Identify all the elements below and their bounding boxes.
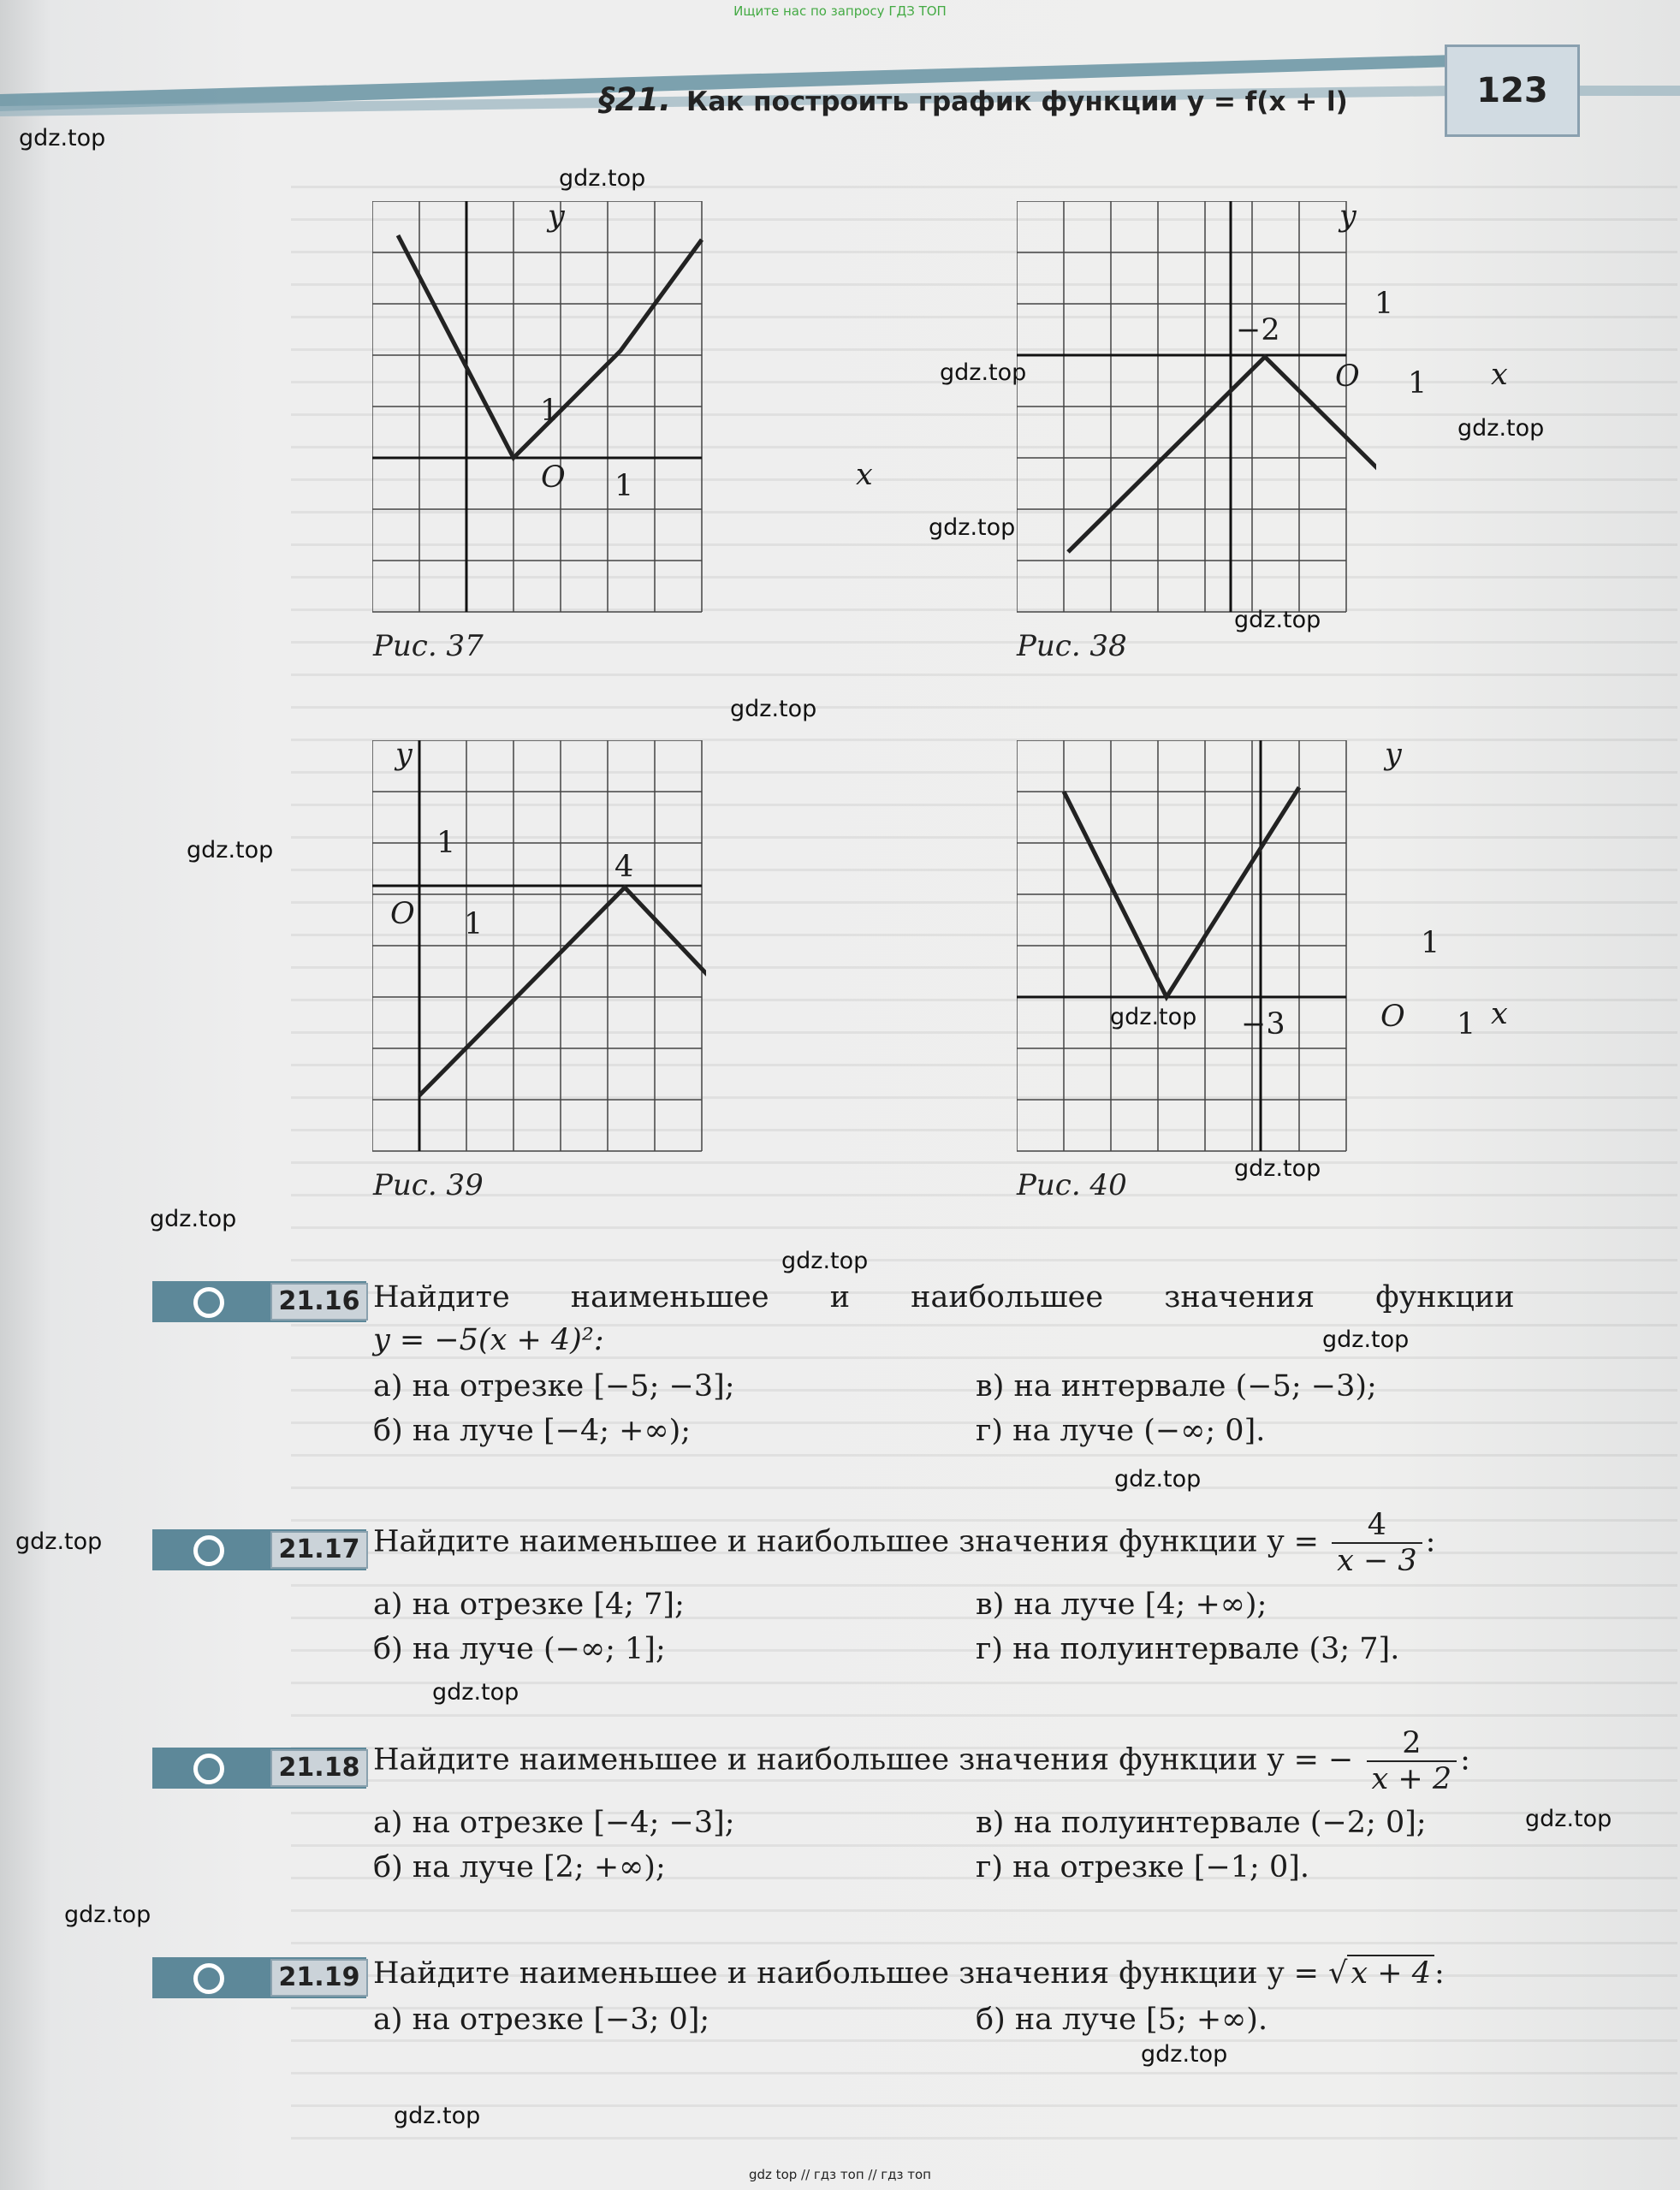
fraction-denominator: x + 2 (1371, 1762, 1452, 1796)
difficulty-circle-icon (193, 1963, 224, 1994)
watermark: gdz.top (1110, 1004, 1197, 1030)
problem-21-18-d: г) на отрезке [−1; 0]. (976, 1850, 1310, 1884)
watermark: gdz.top (1234, 1155, 1321, 1182)
figure-40-caption: Рис. 40 (1017, 1168, 1127, 1202)
fig37-y-tick-label: 1 (540, 394, 560, 428)
function-formula: y = −5(x + 4)²: (373, 1323, 604, 1357)
problem-21-16-d: г) на луче (−∞; 0]. (976, 1414, 1266, 1448)
problem-21-19-b: б) на луче [5; +∞). (976, 2003, 1268, 2037)
problem-21-16-marker (152, 1281, 366, 1322)
fig39-y-tick-label: 1 (436, 826, 456, 860)
problem-21-18-b: б) на луче [2; +∞); (373, 1850, 666, 1884)
fig38-y-label: y (1339, 199, 1356, 234)
fig38-x-label: x (1491, 358, 1508, 392)
watermark: gdz.top (1141, 2041, 1228, 2068)
fraction-denominator: x − 3 (1337, 1544, 1417, 1578)
function-fraction (1367, 1726, 1457, 1796)
fraction-numerator: 2 (1367, 1726, 1457, 1762)
fig40-y-tick-label: 1 (1421, 926, 1440, 960)
statement-tail: : (1425, 1524, 1436, 1559)
difficulty-circle-icon (193, 1287, 224, 1318)
fig39-origin-label: O (390, 897, 415, 931)
fig39-x-tick-label: 1 (464, 907, 484, 941)
watermark: gdz.top (1322, 1326, 1410, 1353)
problem-number: 21.18 (270, 1749, 368, 1787)
sqrt-radicand: x + 4 (1347, 1955, 1434, 1991)
statement-tail: : (1434, 1956, 1445, 1991)
sqrt-sign: √ (1328, 1956, 1348, 1991)
fig39-vertex-label: 4 (614, 850, 634, 884)
problem-21-18-marker (152, 1748, 366, 1789)
bottom-note: gdz top // гдз топ // гдз топ (749, 2167, 931, 2182)
fig38-origin-label: O (1335, 359, 1360, 394)
problem-21-16-c: в) на интервале (−5; −3); (976, 1369, 1377, 1404)
problem-21-17-b: б) на луче (−∞; 1]; (373, 1632, 666, 1666)
problem-21-17-statement (373, 1508, 1435, 1578)
fig37-x-label: x (856, 458, 873, 492)
figure-38-caption: Рис. 38 (1017, 629, 1127, 663)
problem-number: 21.19 (270, 1959, 368, 1997)
figure-39-graph (372, 740, 706, 1160)
figure-40-graph (1017, 740, 1351, 1160)
problem-21-18-statement (373, 1726, 1470, 1796)
watermark: gdz.top (559, 165, 646, 192)
fig38-vertex-label: −2 (1236, 313, 1280, 347)
watermark: gdz.top (15, 1528, 103, 1555)
problem-21-16-b: б) на луче [−4; +∞); (373, 1414, 692, 1448)
fig38-y-tick-label: 1 (1374, 287, 1394, 321)
problem-21-16-a: а) на отрезке [−5; −3]; (373, 1369, 735, 1404)
watermark: gdz.top (1234, 607, 1321, 633)
watermark: gdz.top (929, 514, 1016, 541)
watermark: gdz.top (940, 359, 1027, 386)
fig40-x-tick-label: 1 (1457, 1007, 1476, 1042)
figure-37-caption: Рис. 37 (373, 629, 484, 663)
problem-21-17-c: в) на луче [4; +∞); (976, 1588, 1267, 1622)
watermark: gdz.top (394, 2103, 481, 2129)
figure-39-caption: Рис. 39 (373, 1168, 484, 1202)
fig40-origin-label: O (1380, 1000, 1405, 1034)
problem-number: 21.16 (270, 1283, 368, 1321)
watermark: gdz.top (432, 1679, 519, 1706)
section-header (599, 81, 1348, 118)
fig39-y-label: y (395, 738, 413, 772)
watermark: gdz.top (1114, 1466, 1202, 1493)
watermark: gdz.top (730, 696, 817, 722)
watermark: gdz.top (19, 125, 106, 151)
problem-21-17-a: а) на отрезке [4; 7]; (373, 1588, 685, 1622)
fraction-numerator: 4 (1332, 1508, 1422, 1544)
watermark: gdz.top (150, 1206, 237, 1232)
page-number: 123 (1445, 45, 1580, 137)
problem-21-16-statement (373, 1280, 1515, 1315)
problem-text: Найдите наименьшее и наибольшее значения функции y = − (373, 1742, 1354, 1778)
statement-tail: : (1460, 1742, 1470, 1778)
graph-line (1064, 787, 1299, 997)
fig37-origin-label: O (541, 460, 566, 495)
problem-21-19-marker (152, 1957, 366, 1998)
problem-number: 21.17 (270, 1531, 368, 1569)
problem-21-17-marker (152, 1529, 366, 1570)
problem-21-17-d: г) на полуинтервале (3; 7]. (976, 1632, 1400, 1666)
function-fraction (1332, 1508, 1422, 1578)
problem-text: Найдите наименьшее и наибольшее значения функции (373, 1280, 1515, 1315)
figure-38-line (1017, 201, 1376, 620)
problem-text: Найдите наименьшее и наибольшее значения функции y = (373, 1524, 1319, 1559)
top-note: Ищите нас по запросу ГДЗ ТОП (733, 3, 947, 19)
fig37-y-label: y (548, 199, 565, 234)
difficulty-circle-icon (193, 1535, 224, 1566)
watermark: gdz.top (187, 837, 274, 864)
watermark: gdz.top (781, 1248, 869, 1274)
fig40-x-label: x (1491, 997, 1508, 1031)
difficulty-circle-icon (193, 1754, 224, 1784)
fig40-y-label: y (1385, 738, 1402, 772)
problem-text: Найдите наименьшее и наибольшее значения функции y = (373, 1956, 1319, 1991)
problem-21-19-a: а) на отрезке [−3; 0]; (373, 2003, 710, 2037)
fig40-vertex-label: −3 (1241, 1007, 1285, 1042)
fig37-x-tick-label: 1 (614, 469, 634, 503)
section-number: §21. (599, 81, 672, 118)
watermark: gdz.top (1457, 415, 1545, 442)
fig38-x-tick-label: 1 (1408, 366, 1428, 401)
section-title: Как построить график функции y = f(x + l) (686, 86, 1348, 117)
watermark: gdz.top (64, 1902, 151, 1928)
problem-21-18-a: а) на отрезке [−4; −3]; (373, 1806, 735, 1840)
watermark: gdz.top (1525, 1806, 1612, 1832)
problem-21-19-statement (373, 1956, 1445, 1991)
problem-21-18-c: в) на полуинтервале (−2; 0]; (976, 1806, 1427, 1840)
problem-21-16-formula (373, 1323, 604, 1357)
figure-37-graph (372, 201, 706, 620)
